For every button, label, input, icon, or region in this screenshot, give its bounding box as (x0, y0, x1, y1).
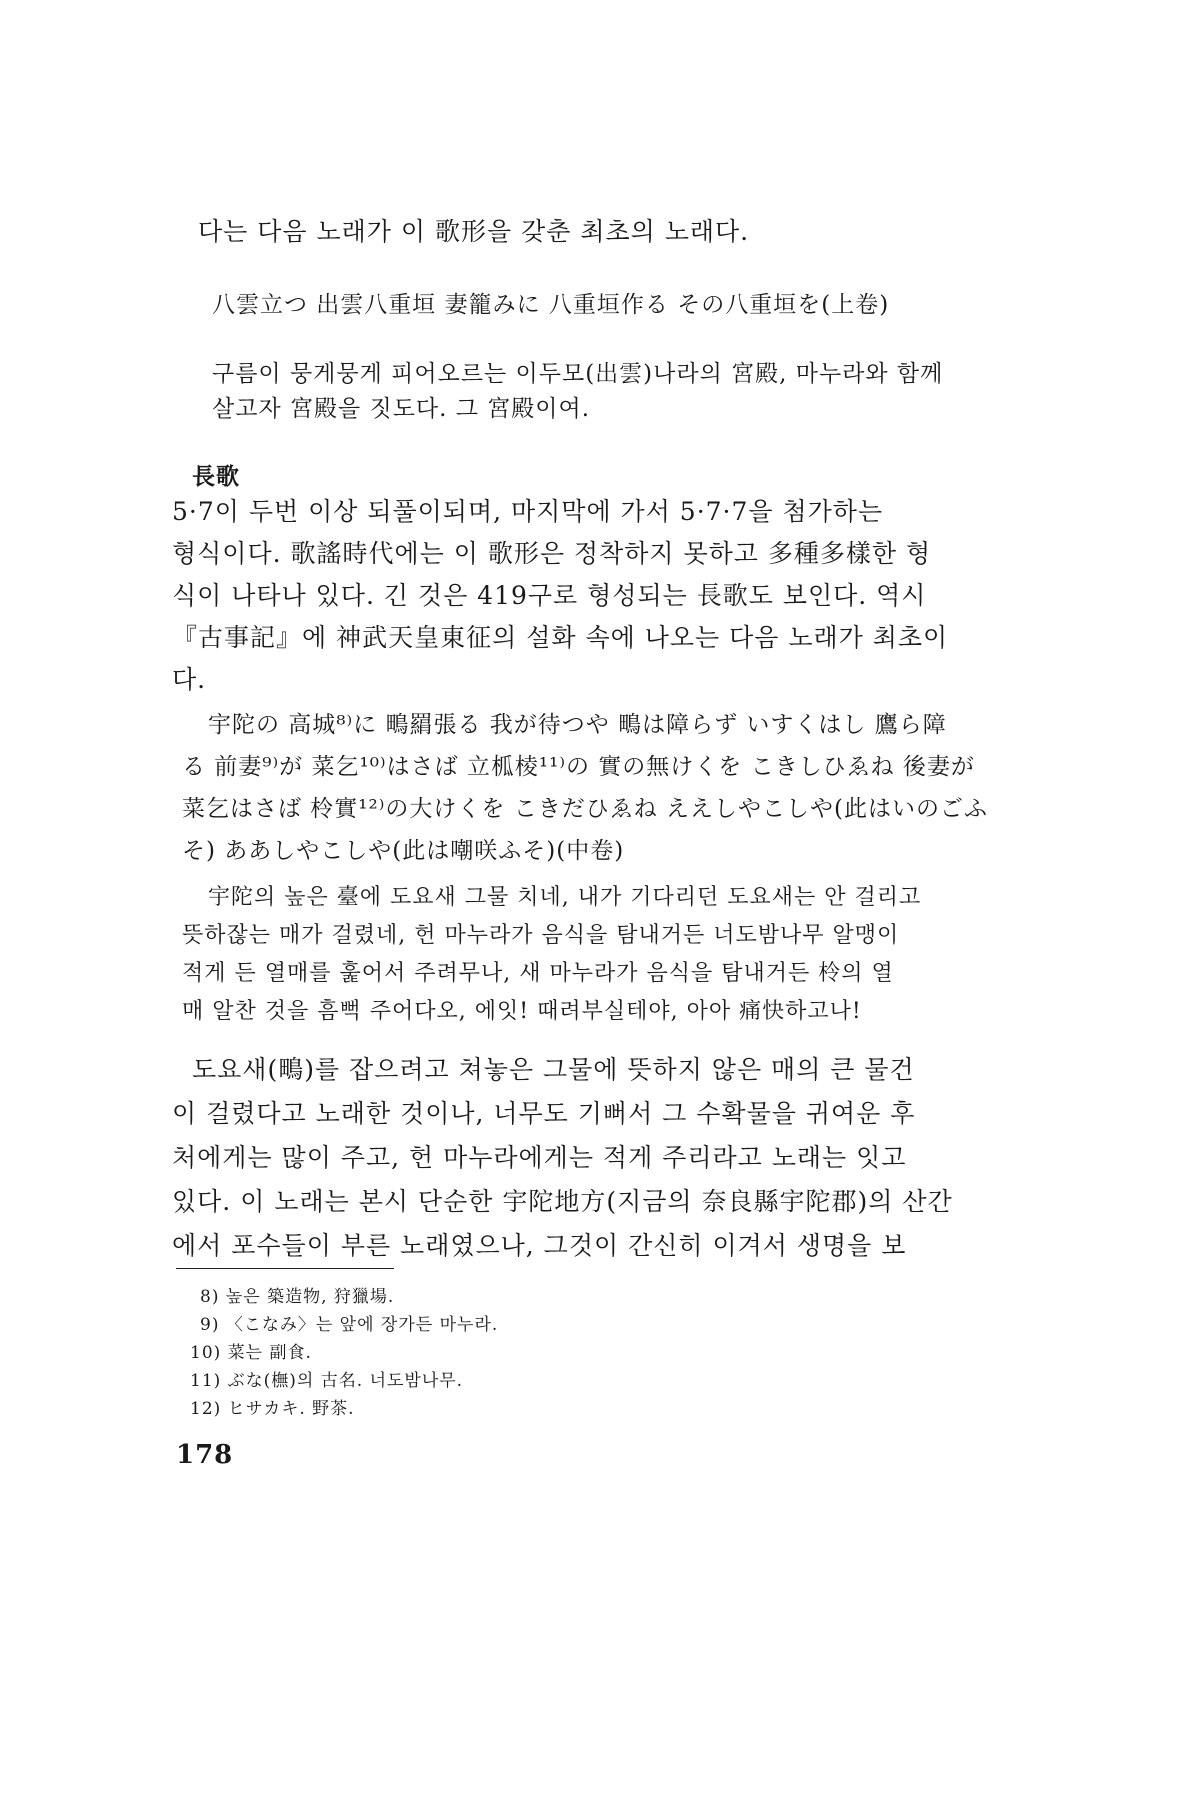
section-line: 식이 나타나 있다. 긴 것은 419구로 형성되는 長歌도 보인다. 역시 (172, 581, 927, 610)
page-number: 178 (176, 1440, 234, 1470)
section-line: 형식이다. 歌謠時代에는 이 歌形은 정착하지 못하고 多種多樣한 형 (172, 539, 932, 568)
commentary-line: 도요새(鴫)를 잡으려고 쳐놓은 그물에 뜻하지 않은 매의 큰 물건 (192, 1055, 915, 1084)
poem2-line: そ) ああしやこしや(此は嘲咲ふそ)(中卷) (182, 838, 625, 864)
footnote: 11) ぶな(橅)의 古名. 너도밤나무. (190, 1371, 464, 1391)
footnote-rule (176, 1268, 394, 1269)
commentary-line: 있다. 이 노래는 본시 단순한 宇陀地方(지금의 奈良縣宇陀郡)의 산간 (172, 1187, 953, 1216)
section-line: 다. (172, 665, 207, 694)
intro-line: 다는 다음 노래가 이 歌形을 갖춘 최초의 노래다. (198, 217, 750, 246)
footnote: 12) ヒサカキ. 野茶. (190, 1399, 355, 1419)
poem2-line: る 前妻⁹⁾が 菜乞¹⁰⁾はさば 立柧棱¹¹⁾の 實の無けくを こきしひゑね 後妻が (182, 754, 975, 780)
poem2-translation-line: 뜻하잖는 매가 걸렸네, 헌 마누라가 음식을 탐내거든 너도밤나무 알맹이 (182, 923, 900, 948)
poem1-translation-line: 살고자 宮殿을 짓도다. 그 宮殿이여. (212, 396, 591, 422)
commentary-line: 이 걸렸다고 노래한 것이나, 너무도 기뻐서 그 수확물을 귀여운 후 (172, 1099, 916, 1128)
footnote: 9) 〈こなみ〉는 앞에 장가든 마누라. (200, 1315, 499, 1335)
section-line: 5·7이 두번 이상 되풀이되며, 마지막에 가서 5·7·7을 첨가하는 (172, 497, 884, 526)
poem2-line: 菜乞はさば 柃實¹²⁾の大けくを こきだひゑね ええしやこしや(此はいのごふ (182, 796, 988, 822)
footnote: 10) 菜는 副食. (190, 1343, 312, 1363)
commentary-line: 처에게는 많이 주고, 헌 마누라에게는 적게 주리라고 노래는 잇고 (172, 1143, 907, 1172)
poem2-translation-line: 적게 든 열매를 훑어서 주려무나, 새 마누라가 음식을 탐내거든 柃의 열 (182, 961, 894, 986)
poem2-translation-line: 宇陀의 높은 臺에 도요새 그물 치네, 내가 기다리던 도요새는 안 걸리고 (208, 885, 922, 910)
commentary-line: 에서 포수들이 부른 노래였으나, 그것이 간신히 이겨서 생명을 보 (172, 1231, 907, 1260)
section-line: 『古事記』에 神武天皇東征의 설화 속에 나오는 다음 노래가 최초이 (172, 623, 949, 652)
poem2-line: 宇陀の 高城⁸⁾に 鴫羂張る 我が待つや 鴫は障らず いすくはし 鷹ら障 (208, 712, 947, 738)
section-heading: 長歌 (192, 463, 240, 490)
footnote: 8) 높은 築造物, 狩獵場. (200, 1287, 395, 1307)
poem2-translation-line: 매 알찬 것을 흠뻑 주어다오, 에잇! 때려부실테야, 아아 痛快하고나! (182, 999, 862, 1024)
poem1-translation-line: 구름이 뭉게뭉게 피어오르는 이두모(出雲)나라의 宮殿, 마누라와 함께 (212, 361, 944, 387)
poem1-text: 八雲立つ 出雲八重垣 妻籠みに 八重垣作る その八重垣を(上卷) (212, 292, 890, 318)
